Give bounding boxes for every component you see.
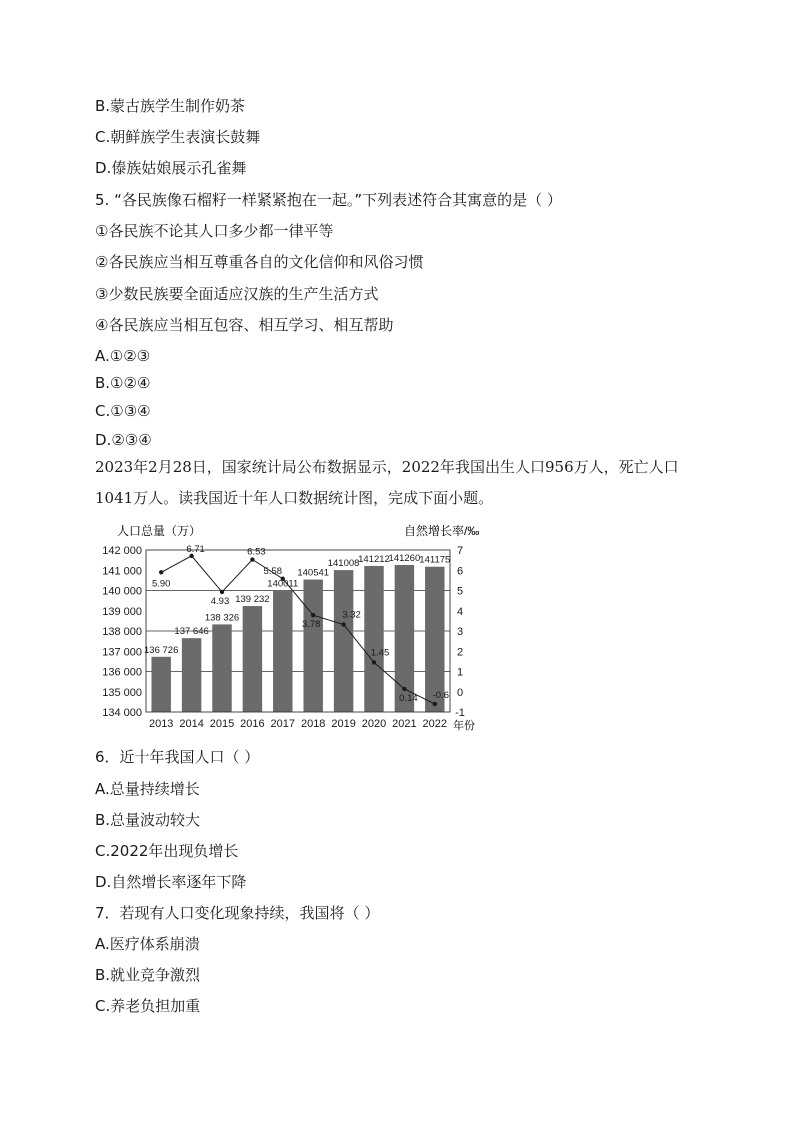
y2-tick-label: 1 [456,666,464,679]
q6-option-b: B.总量波动较大 [95,811,201,829]
rate-value-label: 4.93 [210,595,230,607]
x-tick-label: 2013 [148,718,174,730]
bar [212,624,231,712]
bar [334,570,353,712]
y-tick-label: 138 000 [102,626,142,638]
q5-statement-3: ③少数民族要全面适应汉族的生产生活方式 [95,285,379,303]
q7-stem: 7．若现有人口变化现象持续，我国将（ ） [95,904,380,922]
y-tick-label: 142 000 [102,545,142,557]
y2-tick-label: 4 [456,605,464,618]
rate-value-label: 5.58 [263,565,283,577]
bar [364,566,383,712]
rate-value-label: 6.53 [247,546,266,558]
bar-value-label: 141260 [388,552,421,564]
x-tick-label: 2019 [331,718,356,730]
y2-tick-label: 7 [456,545,464,557]
x-tick-label: 2016 [240,718,265,730]
rate-value-label: 6.71 [186,543,205,555]
bar-value-label: 139 232 [235,594,270,606]
q5-statement-2: ②各民族应当相互尊重各自的文化信仰和风俗习惯 [95,253,424,271]
q4-option-d: D.傣族姑娘展示孔雀舞 [95,159,247,177]
y2-tick-label: -1 [455,707,465,719]
growth-point [311,613,315,617]
bar-value-label: 138 326 [204,612,240,624]
growth-point [159,570,163,574]
y-tick-label: 136 000 [102,666,142,679]
q4-option-c: C.朝鲜族学生表演长鼓舞 [95,128,261,146]
y2-axis-title: 自然增长率/‰ [404,524,480,538]
x-tick-label: 2017 [270,718,296,730]
rate-value-label: 0.14 [399,692,418,704]
bar [182,638,201,712]
q6-option-d: D.自然增长率逐年下降 [95,873,247,891]
x-tick-label: 2014 [179,718,204,730]
material-paragraph: 2023年2月28日，国家统计局公布数据显示，2022年我国出生人口956万人，死亡人口1041万人。读我国近十年人口数据统计图，完成下面小题。 [95,458,679,507]
growth-point [220,590,224,594]
y-tick-label: 135 000 [102,686,142,699]
growth-point [433,702,437,706]
rate-value-label: 3.78 [301,619,321,631]
q7-option-c: C.养老负担加重 [95,997,201,1015]
x-tick-label: 2021 [392,718,417,730]
y-tick-label: 137 000 [102,646,142,659]
bar [273,590,292,712]
q5-option-d: D.②③④ [95,431,152,449]
y-tick-label: 141 000 [102,565,142,578]
q6-option-a: A.总量持续增长 [95,780,200,798]
y2-tick-label: 0 [456,686,464,699]
q7-option-b: B.就业竞争激烈 [95,966,201,984]
bar-value-label: 140011 [267,578,299,590]
x-axis-title: 年份 [453,720,475,732]
q5-option-c: C.①③④ [95,402,151,420]
x-tick-label: 2018 [300,718,326,730]
bar [243,606,262,712]
growth-point [341,622,345,626]
bar-value-label: 140541 [297,567,330,579]
y-tick-label: 139 000 [102,605,142,618]
q5-option-b: B.①②④ [95,374,151,392]
q5-statement-4: ④各民族应当相互包容、相互学习、相互帮助 [95,316,394,334]
x-tick-label: 2022 [422,718,448,730]
y-tick-label: 140 000 [102,585,142,598]
q7-option-a: A.医疗体系崩溃 [95,935,200,953]
y-axis-title: 人口总量（万） [117,524,202,538]
y2-tick-label: 5 [456,585,464,598]
growth-point [372,660,376,664]
bar [151,657,170,712]
rate-value-label: 1.45 [370,647,390,659]
bar-value-label: 141212 [358,553,390,565]
bar-value-label: 141008 [327,558,360,570]
q6-stem: 6．近十年我国人口（ ） [95,748,260,766]
bar [303,580,322,712]
q5-option-a: A.①②③ [95,347,151,365]
q5-statement-1: ①各民族不论其人口多少都一律平等 [95,222,334,240]
y-tick-label: 134 000 [102,707,142,719]
bar-value-label: 136 726 [144,644,179,656]
q5-stem: 5. “各民族像石榴籽一样紧紧抱在一起。”下列表述符合其寓意的是（ ） [95,191,562,209]
population-chart [95,523,495,735]
rate-value-label: 3.32 [342,609,361,621]
y2-tick-label: 2 [456,646,464,659]
x-tick-label: 2020 [361,718,387,730]
y2-tick-label: 3 [456,626,464,638]
q6-option-c: C.2022年出现负增长 [95,842,239,860]
growth-point [402,687,406,691]
y2-tick-label: 6 [456,565,464,578]
bar-value-label: 137 646 [174,626,209,638]
rate-value-label: 5.90 [151,578,171,590]
rate-value-label: -0.6 [432,689,449,701]
growth-point [250,557,254,561]
bar-value-label: 141175 [419,554,451,566]
x-tick-label: 2015 [209,718,235,730]
q4-option-b: B.蒙古族学生制作奶茶 [95,97,246,115]
